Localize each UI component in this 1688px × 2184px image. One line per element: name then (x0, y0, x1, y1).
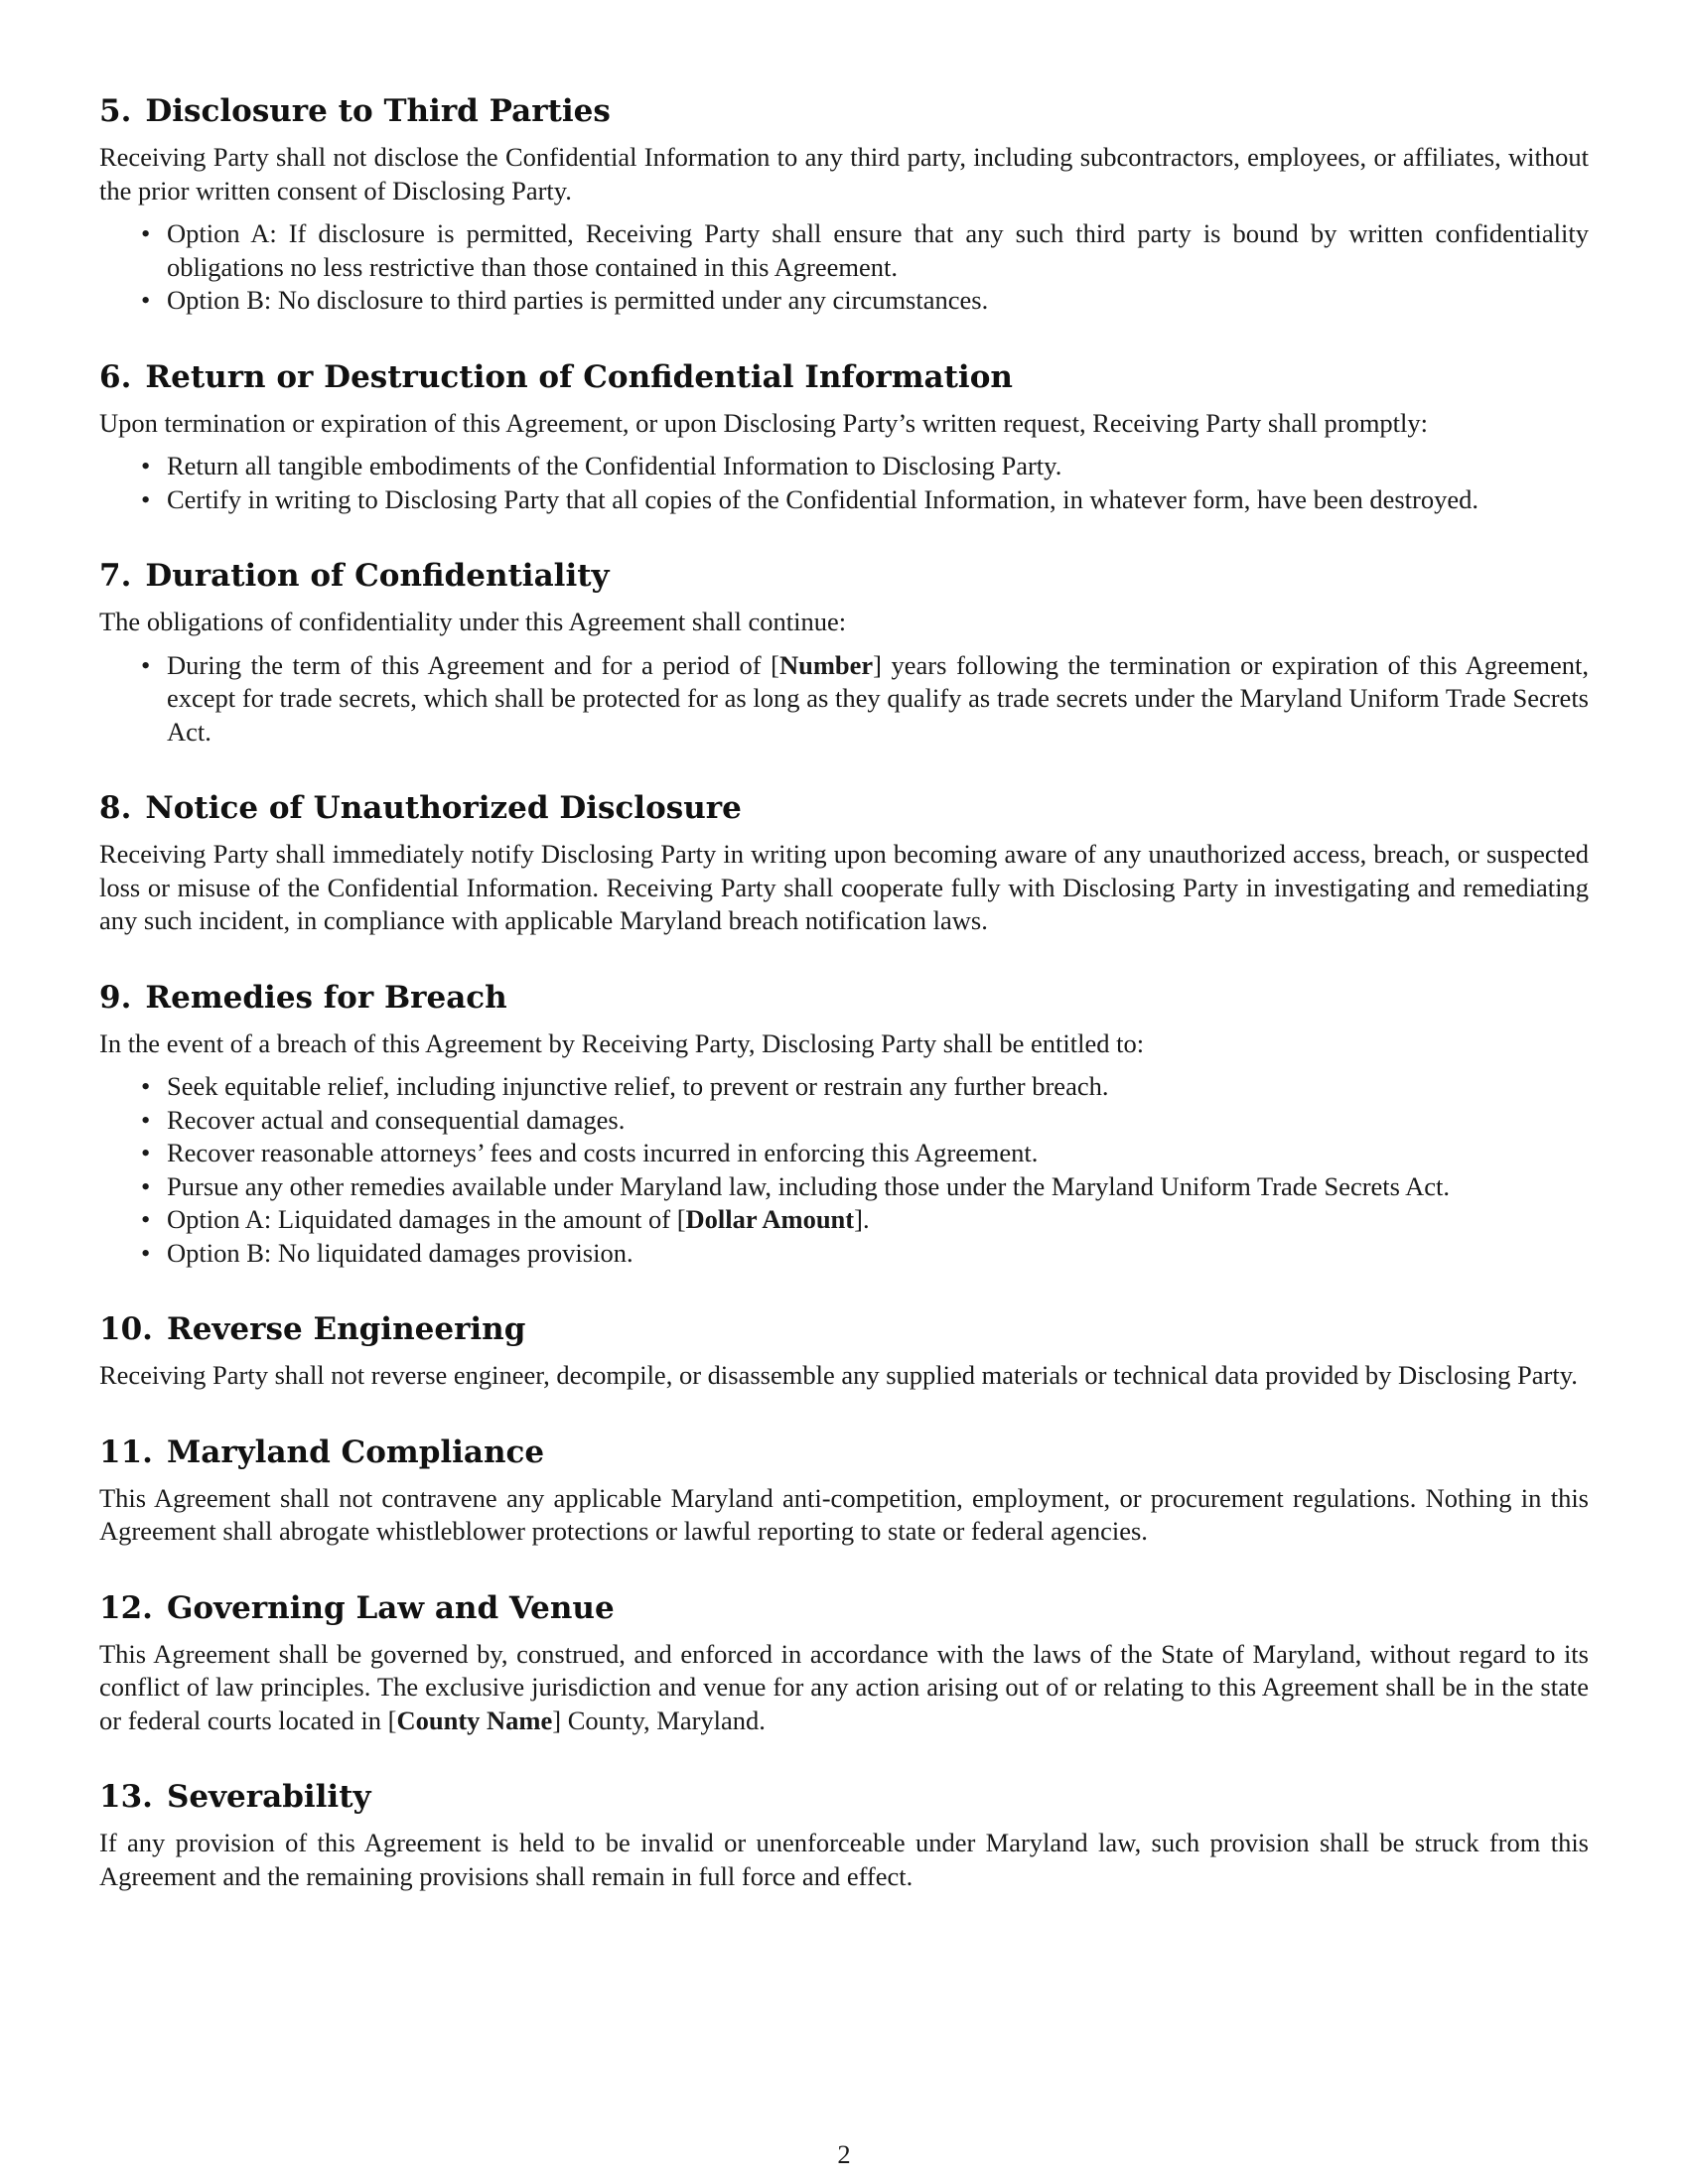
section-number: 8. (99, 790, 132, 826)
bullet-icon: • (141, 218, 151, 248)
bullet-icon: • (141, 649, 151, 680)
bullet-icon: • (141, 1170, 151, 1201)
list-item-text: Pursue any other remedies available under Maryland law, including those under the Maryland Uniform Trade Secrets Act. (167, 1170, 1451, 1201)
list-item (141, 1070, 1589, 1104)
bullet-icon: • (141, 1071, 151, 1101)
list-item (141, 483, 1589, 517)
section-title: Return or Destruction of Confidential Information (145, 358, 1013, 395)
section-number: 7. (99, 558, 132, 594)
section-title: Duration of Confidentiality (145, 558, 610, 594)
section-title: Disclosure to Third Parties (145, 93, 611, 129)
bullet-icon: • (141, 285, 151, 315)
section-title: Reverse Engineering (166, 1311, 526, 1347)
section-title: Governing Law and Venue (166, 1589, 615, 1626)
section-number: 11. (99, 1433, 153, 1470)
document-page (99, 91, 1589, 1933)
list-item (141, 217, 1589, 284)
section-heading (99, 556, 1589, 596)
section-governing-law (99, 1588, 1589, 1738)
list-item-text: Recover reasonable attorneys’ fees and costs incurred in enforcing this Agreement. (167, 1138, 1039, 1167)
list-item-text: Seek equitable relief, including injunctive relief, to prevent or restrain any further breach. (167, 1071, 1109, 1101)
section-paragraph: The obligations of confidentiality under this Agreement shall continue: (99, 607, 847, 636)
list-item-text: Recover actual and consequential damages. (167, 1104, 626, 1135)
section-heading (99, 1588, 1589, 1628)
section-number: 13. (99, 1779, 153, 1815)
list-item-text-after: ] years following the termination or expiration of this Agreement, except for trade secrets, which shall be protected for as long as they qualify as trade secrets under the Maryland Uniform Trade Secrets Act. (167, 649, 1589, 747)
bullet-icon: • (141, 451, 151, 480)
section-heading (99, 1777, 1589, 1817)
section-return-destruction (99, 357, 1589, 517)
list-item (141, 1203, 1589, 1237)
list-item (141, 1237, 1589, 1271)
section-number: 10. (99, 1311, 153, 1347)
bullet-icon: • (141, 483, 151, 514)
section-paragraph: Receiving Party shall not reverse engineer, decompile, or disassemble any supplied materials or technical data provided by Disclosing Party. (99, 1360, 1578, 1390)
list-item (141, 1170, 1589, 1204)
section-title: Notice of Unauthorized Disclosure (145, 790, 742, 826)
section-heading (99, 1433, 1589, 1472)
list-item-text: Certify in writing to Disclosing Party that all copies of the Confidential Information, in whatever form, have been destroyed. (167, 483, 1478, 514)
paragraph-text-before: This Agreement shall be governed by, construed, and enforced in accordance with the laws of the State of Maryland, without regard to its conflict of law principles. The exclusive jurisdiction and venue for any action arising out of or relating to this Agreement shall be in the state or federal courts located in [ (99, 1638, 1589, 1735)
section-number: 9. (99, 979, 132, 1016)
placeholder-dollar-amount: Dollar Amount (685, 1204, 855, 1234)
list-item-text-after: ]. (854, 1204, 870, 1234)
list-item-text: Option B: No liquidated damages provision. (167, 1237, 633, 1268)
bullet-list (99, 1070, 1589, 1270)
bullet-icon: • (141, 1104, 151, 1135)
section-reverse-engineering (99, 1309, 1589, 1393)
section-heading (99, 357, 1589, 397)
list-item-text-before: Option A: Liquidated damages in the amount of [ (167, 1204, 686, 1234)
section-paragraph: Receiving Party shall immediately notify Disclosing Party in writing upon becoming aware of any unauthorized access, breach, or suspected loss or misuse of the Confidential Information. Receiving Party shall cooperate fully with Disclosing Party in investigating and remediating any such incident, in compliance with applicable Maryland breach notification laws. (99, 839, 1589, 935)
section-paragraph: In the event of a breach of this Agreement by Receiving Party, Disclosing Party shall be entitled to: (99, 1027, 1145, 1058)
section-paragraph: If any provision of this Agreement is held to be invalid or unenforceable under Maryland law, such provision shall be struck from this Agreement and the remaining provisions shall remain in full force and effect. (99, 1828, 1589, 1891)
section-title: Remedies for Breach (145, 979, 507, 1016)
section-heading (99, 91, 1589, 131)
section-paragraph: Receiving Party shall not disclose the Confidential Information to any third party, including subcontractors, employees, or affiliates, without the prior written consent of Disclosing Party. (99, 142, 1589, 205)
bullet-icon: • (141, 1237, 151, 1268)
bullet-list (99, 217, 1589, 318)
section-number: 6. (99, 358, 132, 395)
section-heading (99, 978, 1589, 1018)
list-item-text-before: During the term of this Agreement and for a period of [ (167, 649, 779, 680)
section-maryland-compliance (99, 1433, 1589, 1549)
list-item (141, 450, 1589, 483)
list-item (141, 1137, 1589, 1170)
section-duration (99, 556, 1589, 749)
bullet-icon: • (141, 1204, 151, 1234)
section-heading (99, 1309, 1589, 1349)
list-item (141, 1104, 1589, 1138)
placeholder-county-name: County Name (396, 1705, 553, 1735)
list-item (141, 284, 1589, 318)
page-number: 2 (837, 2139, 851, 2169)
list-item-text: Option A: If disclosure is permitted, Receiving Party shall ensure that any such third party is bound by written confidentiality obligations no less restrictive than those contained in this Agreement. (167, 218, 1589, 282)
section-severability (99, 1777, 1589, 1893)
section-notice-unauthorized (99, 788, 1589, 938)
bullet-list (99, 450, 1589, 516)
bullet-icon: • (141, 1138, 151, 1167)
list-item-text: Option B: No disclosure to third parties is permitted under any circumstances. (167, 285, 989, 315)
section-paragraph: This Agreement shall not contravene any applicable Maryland anti-competition, employment, or procurement regulations. Nothing in this Agreement shall abrogate whistleblower protections or lawful reporting to state or federal agencies. (99, 1482, 1589, 1546)
list-item-text: Return all tangible embodiments of the Confidential Information to Disclosing Party. (167, 451, 1062, 480)
section-paragraph (99, 1638, 1589, 1738)
section-disclosure-third-parties (99, 91, 1589, 318)
list-item (141, 649, 1589, 750)
section-title: Maryland Compliance (166, 1433, 545, 1470)
paragraph-text-after: ] County, Maryland. (552, 1705, 766, 1735)
placeholder-number: Number (778, 649, 874, 680)
section-title: Severability (166, 1779, 371, 1815)
section-number: 12. (99, 1589, 153, 1626)
section-heading (99, 788, 1589, 828)
bullet-list (99, 649, 1589, 750)
section-paragraph: Upon termination or expiration of this Agreement, or upon Disclosing Party’s written request, Receiving Party shall promptly: (99, 407, 1429, 438)
section-number: 5. (99, 93, 132, 129)
section-remedies (99, 978, 1589, 1271)
